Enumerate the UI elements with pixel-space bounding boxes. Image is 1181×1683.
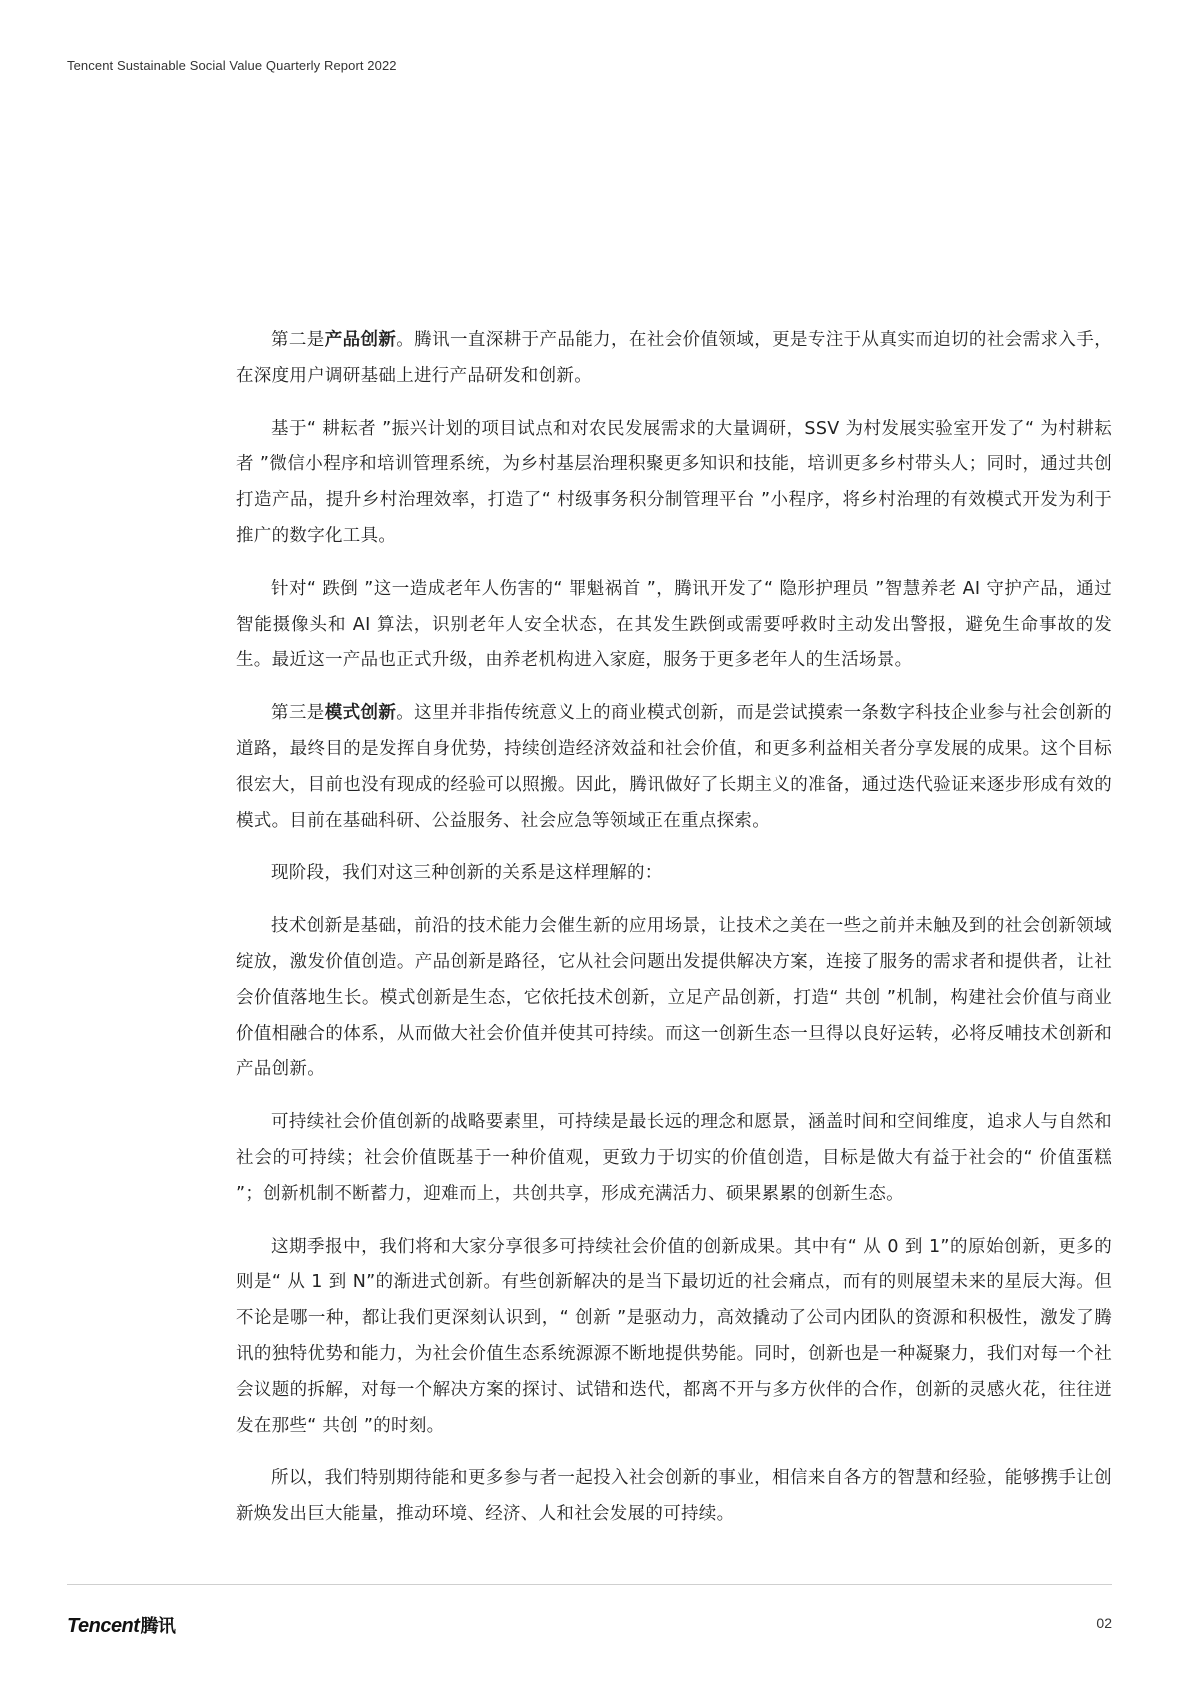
paragraph: 针对“ 跌倒 ”这一造成老年人伤害的“ 罪魁祸首 ”，腾讯开发了“ 隐形护理员 ”智慧养老 AI 守护产品，通过智能摄像头和 AI 算法，识别老年人安全状态，在其发生跌倒或需要呼救时主动发出警报，避免生命事故的发生。最近这一产品也正式升级，由养老机构进入家庭，服务于更多老年人的生活场景。 [236,578,1112,671]
paragraph-bold-term: 产品创新 [324,330,397,350]
report-header-title: Tencent Sustainable Social Value Quarterly Report 2022 [67,58,397,73]
paragraph-lead: 第二是 [271,330,325,350]
tencent-logo [67,1612,175,1638]
paragraph: 可持续社会价值创新的战略要素里，可持续是最长远的理念和愿景，涵盖时间和空间维度，追求人与自然和社会的可持续；社会价值既基于一种价值观，更致力于切实的价值创造，目标是做大有益于社会的“ 价值蛋糕 ”；创新机制不断蓄力，迎难而上，共创共享，形成充满活力、硕果累累的创新生态。 [236,1112,1112,1204]
paragraph-bold-term: 模式创新 [324,703,397,724]
paragraph: 基于“ 耕耘者 ”振兴计划的项目试点和对农民发展需求的大量调研，SSV 为村发展实验室开发了“ 为村耕耘者 ”微信小程序和培训管理系统，为乡村基层治理积聚更多知识和技能，培训更多乡村带头人；同时，通过共创打造产品，提升乡村治理效率，打造了“ 村级事务积分制管理平台 ”小程序，将乡村治理的有效模式开发为利于推广的数字化工具。 [236,418,1112,546]
paragraph: 所以，我们特别期待能和更多参与者一起投入社会创新的事业，相信来自各方的智慧和经验，能够携手让创新焕发出巨大能量，推动环境、经济、人和社会发展的可持续。 [236,1468,1112,1525]
article-body [236,323,1112,1550]
paragraph-rest: 。腾讯一直深耕于产品能力，在社会价值领域，更是专注于从真实而迫切的社会需求入手，在深度用户调研基础上进行产品研发和创新。 [236,330,1113,386]
paragraph-lead: 第三是 [271,703,325,724]
paragraph-rest: 。这里并非指传统意义上的商业模式创新，而是尝试摸索一条数字科技企业参与社会创新的道路，最终目的是发挥自身优势，持续创造经济效益和社会价值，和更多利益相关者分享发展的成果。这个目标很宏大，目前也没有现成的经验可以照搬。因此，腾讯做好了长期主义的准备，通过迭代验证来逐步形成有效的模式。目前在基础科研、公益服务、社会应急等领域正在重点探索。 [236,703,1113,831]
footer-divider [67,1584,1112,1585]
logo-text-en: Tencent [67,1615,140,1637]
paragraph: 这期季报中，我们将和大家分享很多可持续社会价值的创新成果。其中有“ 从 0 到 1”的原始创新，更多的则是“ 从 1 到 N”的渐进式创新。有些创新解决的是当下最切近的社会痛点，而有的则展望未来的星辰大海。但不论是哪一种，都让我们更深刻认识到，“ 创新 ”是驱动力，高效撬动了公司内团队的资源和积极性，激发了腾讯的独特优势和能力，为社会价值生态系统源源不断地提供势能。同时，创新也是一种凝聚力，我们对每一个社会议题的拆解，对每一个解决方案的探讨、试错和迭代，都离不开与多方伙伴的合作，创新的灵感火花，往往迸发在那些“ 共创 ”的时刻。 [236,1236,1112,1436]
page-number: 02 [1096,1615,1112,1631]
paragraph: 现阶段，我们对这三种创新的关系是这样理解的： [271,863,663,884]
paragraph-product-innovation [236,323,1112,395]
logo-text-cn: 腾讯 [140,1616,176,1637]
paragraph-model-innovation [236,696,1112,839]
paragraph: 技术创新是基础，前沿的技术能力会催生新的应用场景，让技术之美在一些之前并未触及到的社会创新领域绽放，激发价值创造。产品创新是路径，它从社会问题出发提供解决方案，连接了服务的需求者和提供者，让社会价值落地生长。模式创新是生态，它依托技术创新，立足产品创新，打造“ 共创 ”机制，构建社会价值与商业价值相融合的体系，从而做大社会价值并使其可持续。而这一创新生态一旦得以良好运转，必将反哺技术创新和产品创新。 [236,916,1112,1080]
